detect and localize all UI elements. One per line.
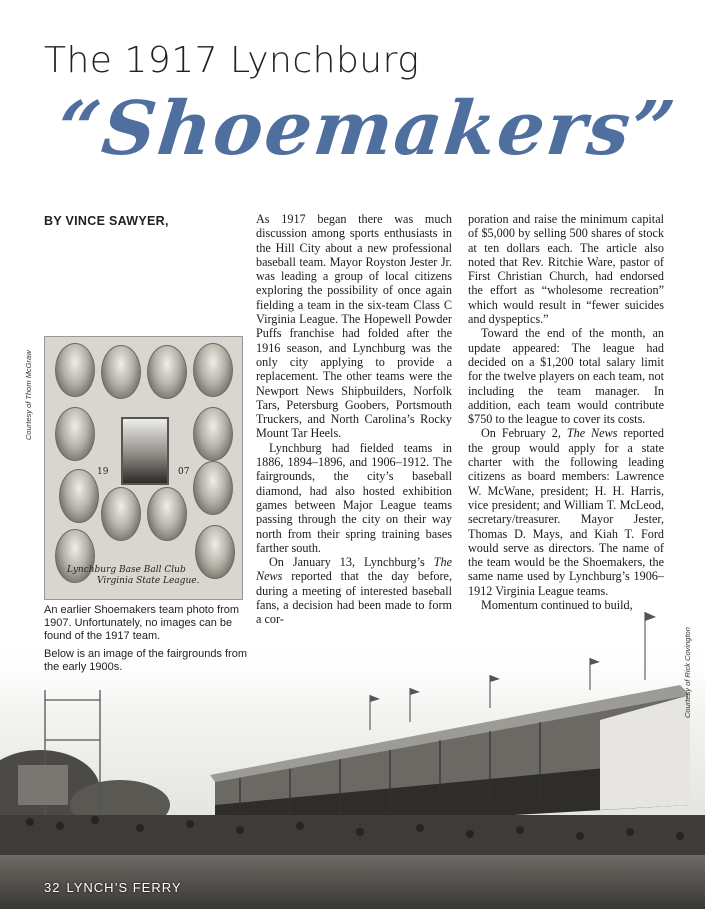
team-photo-1907: [44, 336, 243, 600]
text-run: reported that the day before, during a meeting of interested baseball fans, a decision had been made to form a cor-: [256, 569, 452, 627]
article-column-2: [468, 212, 664, 612]
paragraph: [468, 426, 664, 598]
page-number: 32: [44, 880, 61, 895]
page-footer: [44, 880, 182, 895]
player-portrait: [147, 487, 187, 541]
newspaper-name: The News: [566, 426, 618, 441]
paragraph: poration and raise the minimum capital of $5,000 by selling 500 shares of stock at ten dollars each. The article also noted that Rev. Ritchie Ware, pastor of First Christian Church, had endorsed the effort as “wholesome recreation” which would result in “fewer suicides and dyspeptics.”: [468, 212, 664, 327]
text-run: On January 13, Lynchburg’s: [269, 555, 434, 570]
player-portrait: [59, 469, 99, 523]
team-photo-year-right: 07: [178, 467, 190, 477]
article-title: The 1917 Lynchburg: [44, 40, 420, 81]
fairgrounds-photo-credit: Courtesy of Rick Covington: [683, 627, 692, 718]
article-column-1: [256, 212, 452, 627]
player-portrait: [193, 407, 233, 461]
paragraph: As 1917 began there was much discussion among sports enthusiasts in the Hill City about a new professional baseball team. Mayor Royston Jester Jr. was leading a group of local citizens exploring the possibility of once again fielding a team in the six-team Class C Virginia League. The Hopewell Powder Puffs franchise had folded after the 1916 season, and Lynchburg was the only city applying to provide a replacement. The other teams were the Newport News Shipbuilders, Norfolk Tars, Petersburg Goobers, Portsmouth Truckers, and North Carolina’s Rocky Mount Tar Heels.: [256, 212, 452, 441]
fairgrounds-photo: [0, 600, 705, 909]
player-portrait: [193, 343, 233, 397]
player-portrait: [147, 345, 187, 399]
team-photo-label: [67, 565, 237, 587]
team-photo-label-line2: Virginia State League.: [97, 576, 200, 586]
player-portrait: [101, 487, 141, 541]
magazine-name: LYNCH’S FERRY: [66, 880, 182, 895]
player-portrait: [193, 461, 233, 515]
text-run: reported the group would apply for a state charter with the following leading citizens as board members: Lawrence W. McWane, president; H. H. Harris, vice president; and William T. McLeod, secretary/treasurer. Mayor Jester, Thomas D. Mays, and Kiah T. Ford would serve as directors. The name of the team would be the Shoemakers, the same name used by Lynchburg’s 1906–1912 Virginia League teams.: [468, 426, 664, 598]
fairgrounds-illustration: [0, 600, 705, 909]
manager-portrait: [121, 417, 169, 485]
player-portrait: [55, 407, 95, 461]
team-photo-year-left: 19: [97, 467, 109, 477]
team-photo-label-line1: Lynchburg Base Ball Club: [67, 565, 186, 575]
paragraph: Momentum continued to build,: [481, 598, 633, 613]
newspaper-name: The News: [256, 555, 452, 584]
player-portrait: [101, 345, 141, 399]
team-photo-credit: Courtesy of Thom McGraw: [24, 350, 33, 440]
team-photo-caption: An earlier Shoemakers team photo from 1907. Unfortunately, no images can be found of the 1917 team.: [44, 604, 240, 642]
article-script-title: “Shoemakers”: [53, 86, 681, 172]
paragraph: Toward the end of the month, an update appeared: The league had decided on a $1,200 total salary limit for the twelve players on each team, not including the team manager. In addition, each team would contribute $750 to the league to cover its costs.: [468, 326, 664, 427]
paragraph: Lynchburg had fielded teams in 1886, 1894–1896, and 1906–1912. The fairgrounds, the city’s baseball diamond, had also hosted exhibition games between Major League teams passing through the city on their way north from their spring training bases farther south.: [256, 440, 452, 555]
player-portrait: [55, 343, 95, 397]
author-byline: BY VINCE SAWYER,: [44, 214, 169, 228]
fairgrounds-caption: Below is an image of the fairgrounds from the early 1900s.: [44, 648, 247, 673]
text-run: On February 2,: [481, 426, 567, 441]
